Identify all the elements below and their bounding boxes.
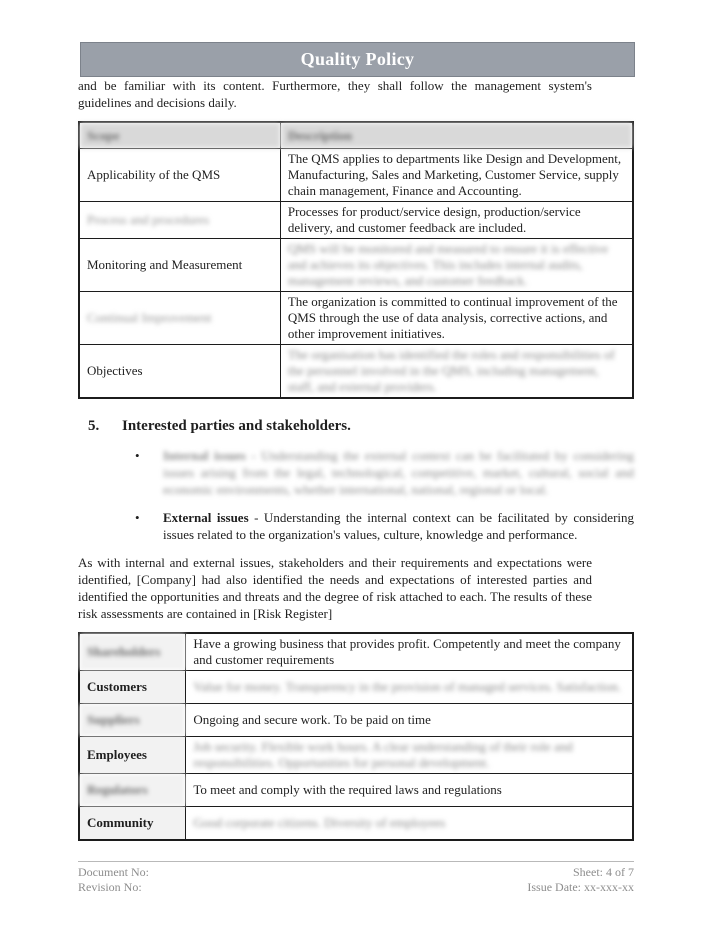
page-title: Quality Policy — [300, 49, 415, 69]
issue-date: Issue Date: xx-xxx-xx — [527, 880, 634, 894]
section-number: 5. — [88, 418, 100, 434]
footer-left — [78, 865, 149, 895]
bullet-body: - Understanding the external context can be facilitated by considering issues arising from the legal, technological, competitive, market, cultural, social and economic environments, whether international, national, regional or local. — [163, 448, 634, 497]
description-cell: The organization is committed to continual improvement of the QMS through the use of data analysis, corrective actions, and other improvement initiatives. — [280, 292, 633, 345]
table-row — [79, 292, 633, 345]
party-cell: Shareholders — [79, 633, 186, 671]
bullet-text — [163, 447, 634, 498]
table-row — [79, 345, 633, 399]
table-row — [79, 239, 633, 292]
scope-table-header-row — [79, 122, 633, 149]
party-cell: Employees — [79, 737, 186, 774]
scope-cell: Monitoring and Measurement — [79, 239, 280, 292]
document-body — [78, 77, 634, 841]
expectation-cell: Have a growing business that provides profit. Competently and meet the company and customer requirements — [186, 633, 633, 671]
intro-paragraph: and be familiar with its content. Furthermore, they shall follow the management system's guidelines and decisions daily. — [78, 78, 592, 110]
document-title-banner — [80, 42, 635, 77]
expectation-cell: Ongoing and secure work. To be paid on time — [186, 704, 633, 737]
bullet-marker: • — [135, 510, 140, 525]
table-row — [79, 633, 633, 671]
bullet-body: - Understanding the internal context can be facilitated by considering issues related to the organization's values, culture, knowledge and performance. — [163, 510, 635, 542]
bullet-marker: • — [135, 448, 140, 463]
scope-cell: Continual Improvement — [79, 292, 280, 345]
table-row — [79, 737, 633, 774]
section-heading — [78, 417, 634, 436]
scope-cell: Process and procedures — [79, 202, 280, 239]
expectation-cell: Job security. Flexible work hours. A clear understanding of their role and responsibilities. Opportunities for personal development. — [186, 737, 633, 774]
issues-bullet-list — [78, 447, 634, 543]
bullet-text — [163, 509, 634, 543]
stakeholder-table — [78, 632, 634, 841]
scope-column-header: Scope — [79, 122, 280, 149]
revision-no-label: Revision No: — [78, 880, 142, 894]
table-row — [79, 149, 633, 202]
bullet-external-issues — [135, 509, 634, 543]
expectation-cell: Value for money. Transparency in the provision of managed services. Satisfaction. — [186, 671, 633, 704]
bullet-internal-issues — [135, 447, 634, 498]
section-title: Interested parties and stakeholders. — [122, 418, 351, 434]
description-column-header: Description — [280, 122, 633, 149]
document-no-label: Document No: — [78, 865, 149, 879]
table-row — [79, 202, 633, 239]
bullet-label: External issues — [163, 510, 249, 525]
party-cell: Regulators — [79, 774, 186, 807]
scope-cell: Objectives — [79, 345, 280, 399]
description-cell: QMS will be monitored and measured to ensure it is effective and achieves its objectives. This includes internal audits, management reviews, and customer feedback. — [280, 239, 633, 292]
party-cell: Customers — [79, 671, 186, 704]
scope-table — [78, 121, 634, 399]
page-footer — [78, 861, 634, 895]
description-cell: Processes for product/service design, production/service delivery, and customer feedback are included. — [280, 202, 633, 239]
footer-right — [527, 865, 634, 895]
party-cell: Community — [79, 807, 186, 841]
table-row — [79, 774, 633, 807]
table-row — [79, 704, 633, 737]
description-cell: The QMS applies to departments like Design and Development, Manufacturing, Sales and Marketing, Customer Service, supply chain management, Finance and Accounting. — [280, 149, 633, 202]
expectation-cell: To meet and comply with the required laws and regulations — [186, 774, 633, 807]
description-cell: The organisation has identified the roles and responsibilities of the personnel involved in the QMS, including management, staff, and external providers. — [280, 345, 633, 399]
scope-cell: Applicability of the QMS — [79, 149, 280, 202]
expectation-cell: Good corporate citizens. Diversity of employees — [186, 807, 633, 841]
stakeholders-paragraph: As with internal and external issues, stakeholders and their requirements and expectations were identified, [Company] had also identified the needs and expectations of interested parties and identified the opportunities and threats and the degree of risk attached to each. The results of these risk assessments are contained in [Risk Register] — [78, 555, 592, 621]
bullet-label: Internal issues — [163, 448, 246, 463]
table-row — [79, 671, 633, 704]
party-cell: Suppliers — [79, 704, 186, 737]
sheet-number: Sheet: 4 of 7 — [573, 865, 634, 879]
table-row — [79, 807, 633, 841]
